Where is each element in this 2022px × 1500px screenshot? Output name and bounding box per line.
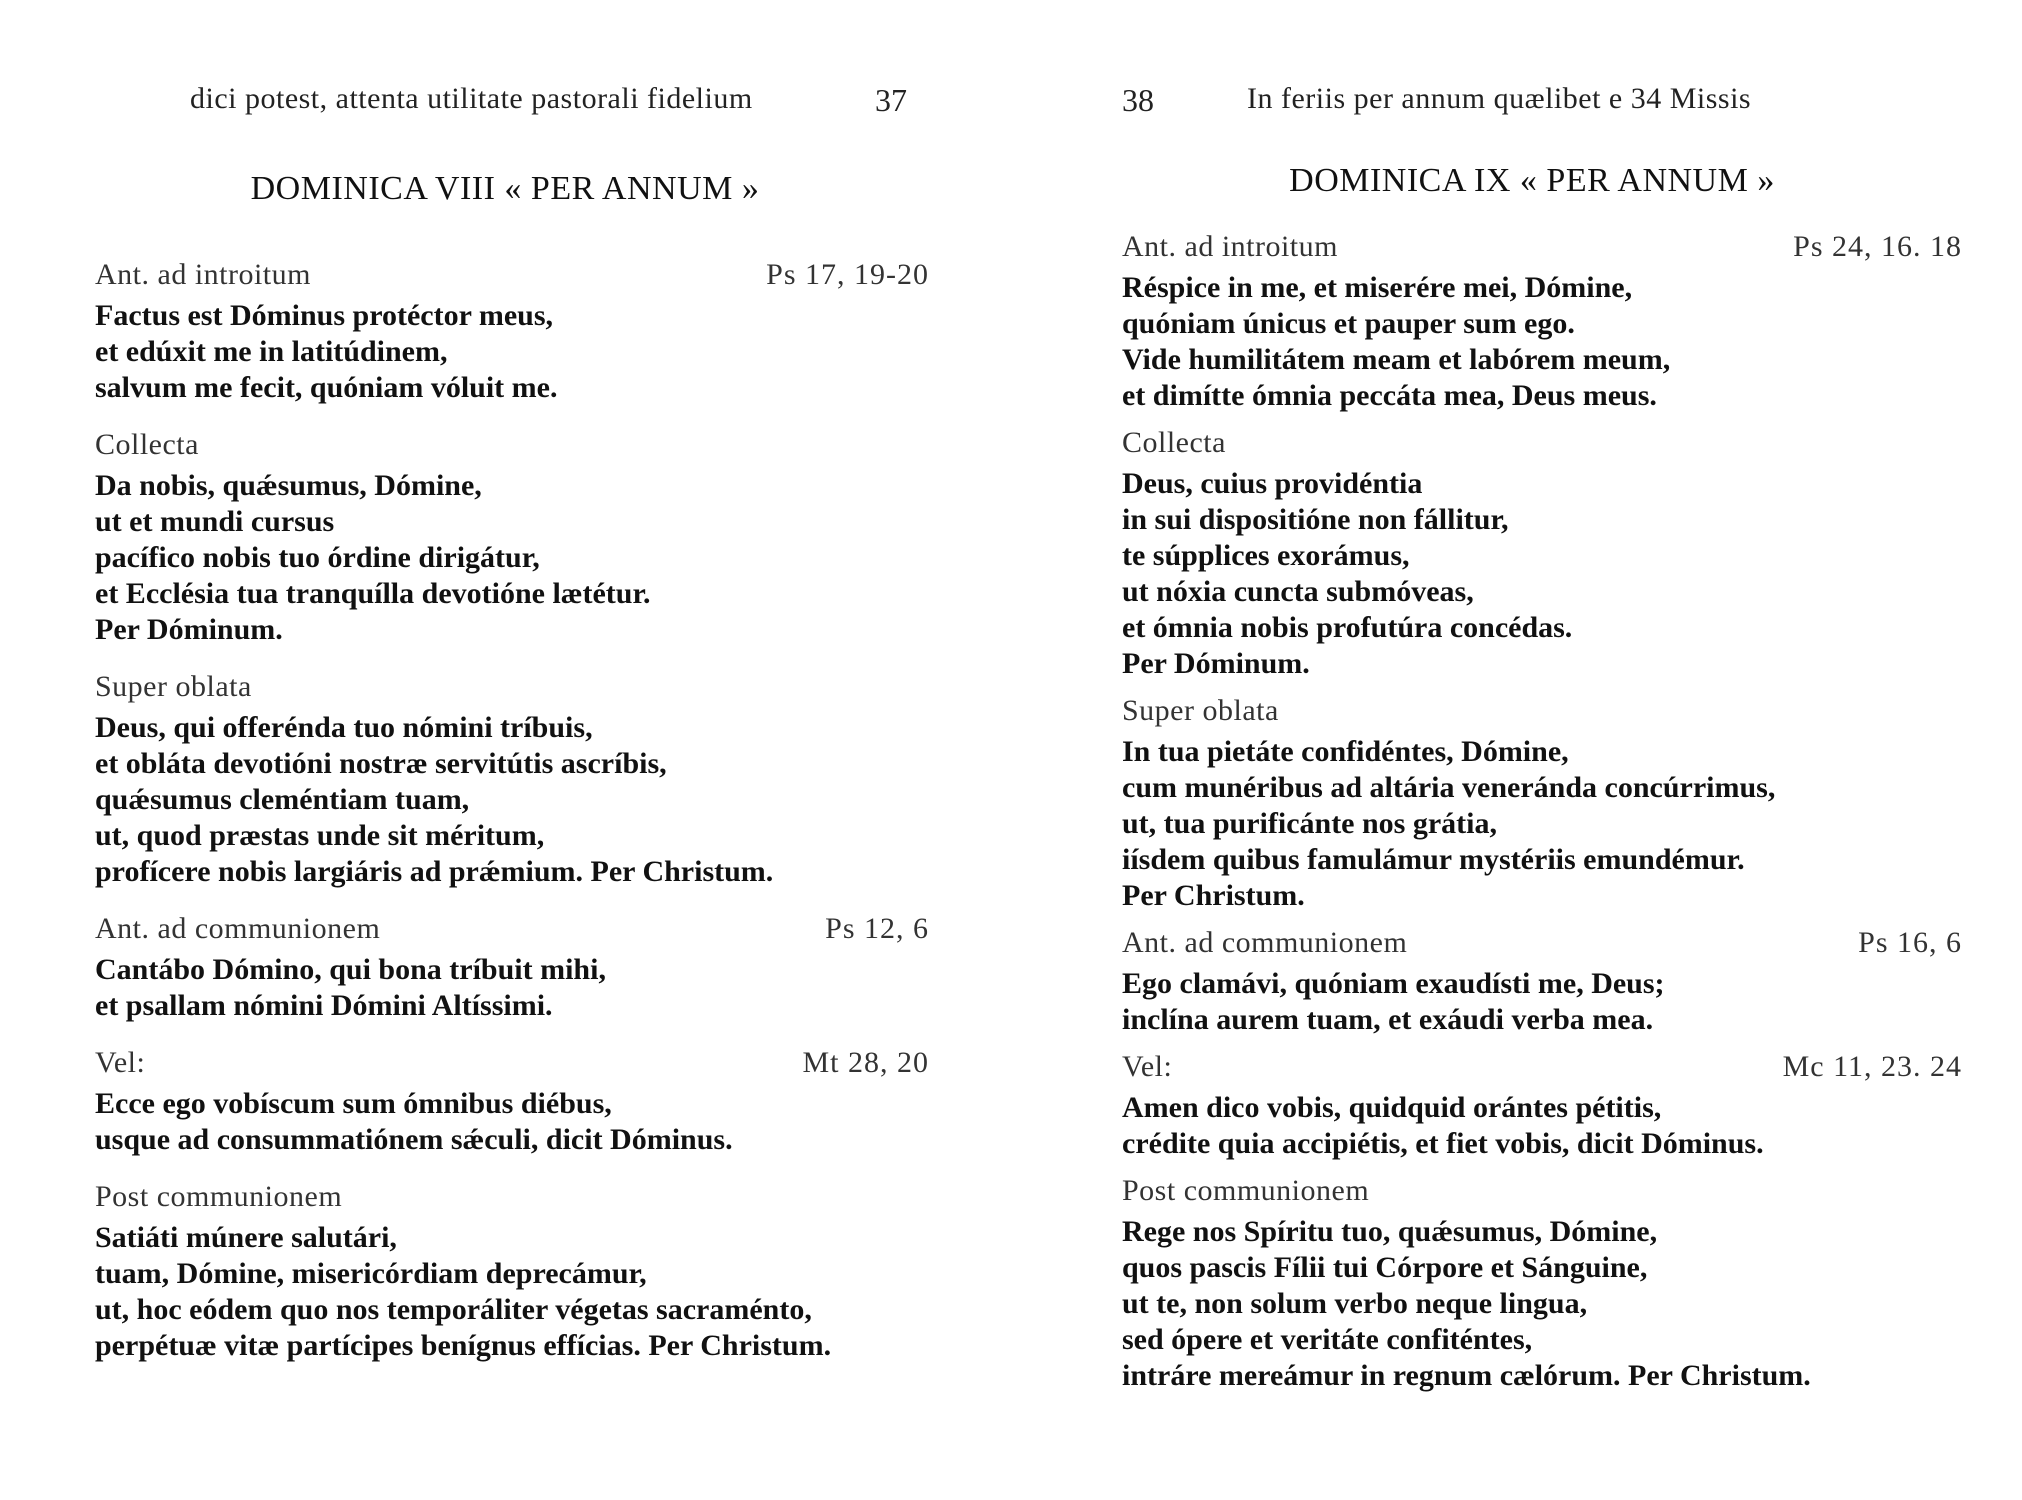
prayer-line: Ecce ego vobíscum sum ómnibus diébus,: [95, 1087, 612, 1120]
section-label: Super oblata: [95, 670, 252, 703]
section-heading: [1122, 694, 1962, 734]
prayer-text: [95, 468, 935, 648]
prayer-text: [1122, 466, 1962, 682]
section-heading: [95, 1046, 935, 1086]
section-heading: [95, 912, 935, 952]
page-content: [95, 258, 935, 1386]
liturgy-section: [1122, 926, 1962, 1038]
scripture-reference: Ps 12, 6: [825, 912, 929, 945]
page-number: 37: [875, 82, 907, 118]
prayer-line: quǽsumus cleméntiam tuam,: [95, 783, 470, 816]
prayer-line: pacífico nobis tuo órdine dirigátur,: [95, 541, 540, 574]
section-label: Ant. ad communionem: [1122, 926, 1408, 959]
prayer-text: [95, 1086, 935, 1158]
scripture-reference: Mt 28, 20: [802, 1046, 929, 1079]
prayer-line: In tua pietáte confidéntes, Dómine,: [1122, 735, 1569, 768]
prayer-line: sed ópere et veritáte confiténtes,: [1122, 1323, 1533, 1356]
prayer-line: Amen dico vobis, quidquid orántes pétitis,: [1122, 1091, 1662, 1124]
prayer-line: Per Dóminum.: [1122, 647, 1310, 680]
prayer-line: crédite quia accipiétis, et fiet vobis, dicit Dóminus.: [1122, 1127, 1764, 1160]
running-head: [1122, 82, 1942, 122]
prayer-line: Cantábo Dómino, qui bona tríbuit mihi,: [95, 953, 606, 986]
prayer-text: [1122, 270, 1962, 414]
prayer-text: [95, 710, 935, 890]
right-page: [1122, 0, 2002, 1500]
section-label: Post communionem: [95, 1180, 343, 1213]
running-head-text: In feriis per annum quælibet e 34 Missis: [1247, 82, 1752, 115]
prayer-line: et obláta devotióni nostræ servitútis ascríbis,: [95, 747, 667, 780]
prayer-line: quóniam únicus et pauper sum ego.: [1122, 307, 1575, 340]
section-label: Collecta: [1122, 426, 1226, 459]
section-heading: [1122, 426, 1962, 466]
prayer-line: ut, quod præstas unde sit méritum,: [95, 819, 545, 852]
prayer-line: et edúxit me in latitúdinem,: [95, 335, 448, 368]
prayer-line: ut, tua purificánte nos grátia,: [1122, 807, 1497, 840]
liturgy-section: [95, 258, 935, 406]
section-heading: [1122, 1050, 1962, 1090]
page-title: DOMINICA IX « PER ANNUM »: [1289, 162, 1775, 199]
prayer-line: Per Dóminum.: [95, 613, 283, 646]
prayer-line: tuam, Dómine, misericórdiam deprecámur,: [95, 1257, 647, 1290]
prayer-line: usque ad consummatiónem sǽculi, dicit Dóminus.: [95, 1123, 733, 1156]
prayer-line: ut nóxia cuncta submóveas,: [1122, 575, 1474, 608]
prayer-line: Rege nos Spíritu tuo, quǽsumus, Dómine,: [1122, 1215, 1658, 1248]
prayer-line: quos pascis Fílii tui Córpore et Sánguine,: [1122, 1251, 1648, 1284]
prayer-text: [1122, 1214, 1962, 1394]
prayer-line: Da nobis, quǽsumus, Dómine,: [95, 469, 482, 502]
prayer-line: Per Christum.: [1122, 879, 1305, 912]
prayer-text: [95, 952, 935, 1024]
prayer-line: intráre mereámur in regnum cælórum. Per Christum.: [1122, 1359, 1811, 1392]
scripture-reference: Ps 17, 19-20: [766, 258, 929, 291]
prayer-text: [95, 1220, 935, 1364]
section-heading: [1122, 230, 1962, 270]
section-heading: [95, 428, 935, 468]
prayer-line: cum munéribus ad altária veneránda concúrrimus,: [1122, 771, 1776, 804]
prayer-line: Ego clamávi, quóniam exaudísti me, Deus;: [1122, 967, 1665, 1000]
scripture-reference: Ps 24, 16. 18: [1793, 230, 1962, 263]
section-label: Ant. ad communionem: [95, 912, 381, 945]
section-label: Collecta: [95, 428, 199, 461]
prayer-line: Factus est Dóminus protéctor meus,: [95, 299, 554, 332]
liturgy-section: [95, 428, 935, 648]
prayer-line: Deus, cuius providéntia: [1122, 467, 1423, 500]
prayer-line: iísdem quibus famulámur mystériis emundémur.: [1122, 843, 1745, 876]
liturgy-section: [1122, 230, 1962, 414]
liturgy-section: [95, 1180, 935, 1364]
section-label: Post communionem: [1122, 1174, 1370, 1207]
section-label: Vel:: [1122, 1050, 1173, 1083]
section-heading: [1122, 926, 1962, 966]
prayer-line: in sui dispositióne non fállitur,: [1122, 503, 1509, 536]
prayer-line: et Ecclésia tua tranquílla devotióne lætétur.: [95, 577, 651, 610]
prayer-line: et ómnia nobis profutúra concédas.: [1122, 611, 1573, 644]
section-heading: [95, 670, 935, 710]
scripture-reference: Ps 16, 6: [1858, 926, 1962, 959]
liturgy-section: [95, 670, 935, 890]
prayer-line: Réspice in me, et miserére mei, Dómine,: [1122, 271, 1633, 304]
prayer-line: te súpplices exorámus,: [1122, 539, 1410, 572]
prayer-line: ut, hoc eódem quo nos temporáliter végetas sacraménto,: [95, 1293, 812, 1326]
prayer-line: perpétuæ vitæ partícipes benígnus effícias. Per Christum.: [95, 1329, 832, 1362]
prayer-line: profícere nobis largiáris ad prǽmium. Per Christum.: [95, 855, 774, 888]
prayer-line: Vide humilitátem meam et labórem meum,: [1122, 343, 1671, 376]
prayer-line: et dimítte ómnia peccáta mea, Deus meus.: [1122, 379, 1657, 412]
liturgy-section: [95, 912, 935, 1024]
liturgy-section: [1122, 1050, 1962, 1162]
section-label: Vel:: [95, 1046, 146, 1079]
section-heading: [95, 258, 935, 298]
prayer-line: ut te, non solum verbo neque lingua,: [1122, 1287, 1588, 1320]
page-content: [1122, 230, 1962, 1406]
prayer-line: inclína aurem tuam, et exáudi verba mea.: [1122, 1003, 1654, 1036]
running-head: [95, 82, 915, 122]
section-heading: [1122, 1174, 1962, 1214]
section-heading: [95, 1180, 935, 1220]
left-page: [95, 0, 975, 1500]
liturgy-section: [95, 1046, 935, 1158]
prayer-line: et psallam nómini Dómini Altíssimi.: [95, 989, 553, 1022]
liturgy-section: [1122, 1174, 1962, 1394]
prayer-line: Satiáti múnere salutári,: [95, 1221, 397, 1254]
scripture-reference: Mc 11, 23. 24: [1782, 1050, 1962, 1083]
prayer-text: [1122, 966, 1962, 1038]
prayer-text: [1122, 1090, 1962, 1162]
prayer-line: Deus, qui offerénda tuo nómini tríbuis,: [95, 711, 593, 744]
page-number: 38: [1122, 82, 1154, 118]
liturgy-section: [1122, 426, 1962, 682]
running-head-text: dici potest, attenta utilitate pastorali fidelium: [190, 82, 753, 115]
page-title: DOMINICA VIII « PER ANNUM »: [250, 170, 760, 207]
prayer-text: [1122, 734, 1962, 914]
prayer-line: ut et mundi cursus: [95, 505, 335, 538]
prayer-line: salvum me fecit, quóniam vóluit me.: [95, 371, 558, 404]
section-label: Ant. ad introitum: [1122, 230, 1338, 263]
liturgy-section: [1122, 694, 1962, 914]
section-label: Super oblata: [1122, 694, 1279, 727]
prayer-text: [95, 298, 935, 406]
section-label: Ant. ad introitum: [95, 258, 311, 291]
